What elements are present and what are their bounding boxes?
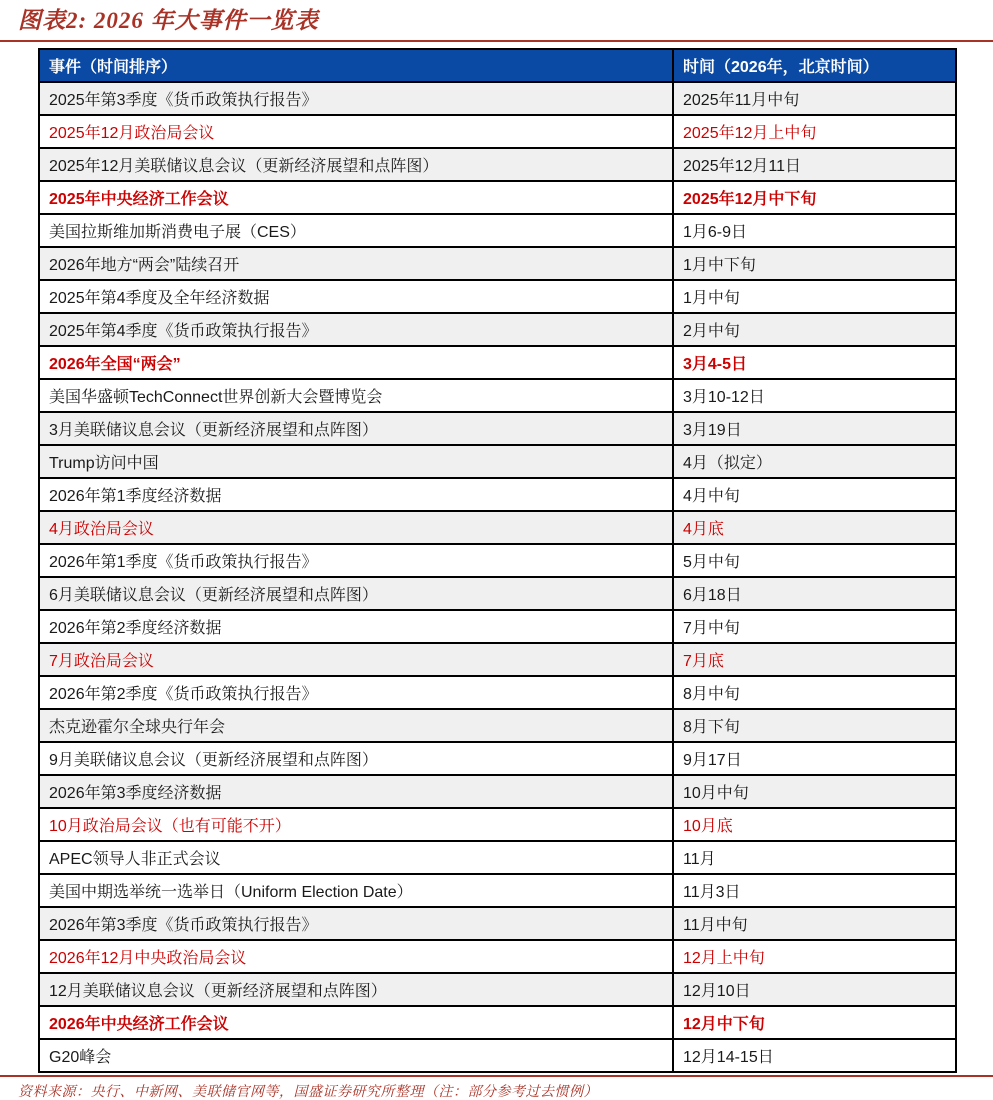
event-cell: 2025年12月政治局会议	[39, 115, 673, 148]
event-cell: 2026年第2季度《货币政策执行报告》	[39, 676, 673, 709]
time-cell: 7月底	[673, 643, 956, 676]
table-row	[39, 280, 956, 313]
time-cell: 8月中旬	[673, 676, 956, 709]
table-row	[39, 808, 956, 841]
event-cell: 6月美联储议息会议（更新经济展望和点阵图）	[39, 577, 673, 610]
event-cell: 2026年地方“两会”陆续召开	[39, 247, 673, 280]
table-row	[39, 214, 956, 247]
event-cell: 2026年第3季度经济数据	[39, 775, 673, 808]
event-cell: 2026年第3季度《货币政策执行报告》	[39, 907, 673, 940]
event-cell: 2026年第1季度经济数据	[39, 478, 673, 511]
time-cell: 12月10日	[673, 973, 956, 1006]
time-cell: 4月底	[673, 511, 956, 544]
table-row	[39, 379, 956, 412]
event-cell: 2025年第4季度及全年经济数据	[39, 280, 673, 313]
table-row	[39, 709, 956, 742]
time-cell: 2025年12月11日	[673, 148, 956, 181]
table-row	[39, 346, 956, 379]
event-cell: 2026年全国“两会”	[39, 346, 673, 379]
time-cell: 8月下旬	[673, 709, 956, 742]
table-row	[39, 610, 956, 643]
table-row	[39, 643, 956, 676]
table-row	[39, 1039, 956, 1072]
event-cell: Trump访问中国	[39, 445, 673, 478]
title-rule	[0, 40, 993, 42]
event-cell: 12月美联储议息会议（更新经济展望和点阵图）	[39, 973, 673, 1006]
time-cell: 10月底	[673, 808, 956, 841]
column-header-event: 事件（时间排序）	[39, 49, 673, 82]
table-row	[39, 874, 956, 907]
table-row	[39, 115, 956, 148]
time-cell: 5月中旬	[673, 544, 956, 577]
event-cell: 7月政治局会议	[39, 643, 673, 676]
source-note: 资料来源：央行、中新网、美联储官网等，国盛证券研究所整理（注：部分参考过去惯例）	[18, 1085, 598, 1100]
time-cell: 1月中下旬	[673, 247, 956, 280]
time-cell: 9月17日	[673, 742, 956, 775]
event-cell: 4月政治局会议	[39, 511, 673, 544]
table-row	[39, 577, 956, 610]
table-row	[39, 544, 956, 577]
event-cell: 9月美联储议息会议（更新经济展望和点阵图）	[39, 742, 673, 775]
table-row	[39, 181, 956, 214]
event-cell: 2026年第2季度经济数据	[39, 610, 673, 643]
event-cell: 2025年第4季度《货币政策执行报告》	[39, 313, 673, 346]
event-cell: 2026年12月中央政治局会议	[39, 940, 673, 973]
events-table-header	[39, 49, 956, 82]
events-table	[38, 48, 957, 1073]
table-row	[39, 82, 956, 115]
event-cell: 美国中期选举统一选举日（Uniform Election Date）	[39, 874, 673, 907]
event-cell: APEC领导人非正式会议	[39, 841, 673, 874]
time-cell: 4月（拟定）	[673, 445, 956, 478]
event-cell: 3月美联储议息会议（更新经济展望和点阵图）	[39, 412, 673, 445]
time-cell: 12月14-15日	[673, 1039, 956, 1072]
time-cell: 11月中旬	[673, 907, 956, 940]
time-cell: 2025年12月中下旬	[673, 181, 956, 214]
event-cell: 2026年第1季度《货币政策执行报告》	[39, 544, 673, 577]
table-row	[39, 313, 956, 346]
header-row	[39, 49, 956, 82]
time-cell: 3月19日	[673, 412, 956, 445]
table-row	[39, 841, 956, 874]
time-cell: 1月中旬	[673, 280, 956, 313]
time-cell: 3月4-5日	[673, 346, 956, 379]
table-row	[39, 973, 956, 1006]
event-cell: 2025年12月美联储议息会议（更新经济展望和点阵图）	[39, 148, 673, 181]
time-cell: 1月6-9日	[673, 214, 956, 247]
event-cell: 杰克逊霍尔全球央行年会	[39, 709, 673, 742]
figure-title: 图表2: 2026 年大事件一览表	[18, 8, 319, 33]
time-cell: 11月3日	[673, 874, 956, 907]
event-cell: 美国华盛顿TechConnect世界创新大会暨博览会	[39, 379, 673, 412]
table-row	[39, 148, 956, 181]
time-cell: 7月中旬	[673, 610, 956, 643]
event-cell: 2025年中央经济工作会议	[39, 181, 673, 214]
time-cell: 2025年11月中旬	[673, 82, 956, 115]
time-cell: 2025年12月上中旬	[673, 115, 956, 148]
time-cell: 12月中下旬	[673, 1006, 956, 1039]
table-row	[39, 412, 956, 445]
table-row	[39, 940, 956, 973]
event-cell: 美国拉斯维加斯消费电子展（CES）	[39, 214, 673, 247]
event-cell: 2026年中央经济工作会议	[39, 1006, 673, 1039]
table-row	[39, 1006, 956, 1039]
table-row	[39, 907, 956, 940]
time-cell: 10月中旬	[673, 775, 956, 808]
time-cell: 2月中旬	[673, 313, 956, 346]
table-row	[39, 247, 956, 280]
table-row	[39, 478, 956, 511]
time-cell: 11月	[673, 841, 956, 874]
time-cell: 12月上中旬	[673, 940, 956, 973]
table-row	[39, 775, 956, 808]
column-header-time: 时间（2026年，北京时间）	[673, 49, 956, 82]
time-cell: 4月中旬	[673, 478, 956, 511]
event-cell: 10月政治局会议（也有可能不开）	[39, 808, 673, 841]
event-cell: G20峰会	[39, 1039, 673, 1072]
table-row	[39, 511, 956, 544]
time-cell: 6月18日	[673, 577, 956, 610]
table-row	[39, 676, 956, 709]
events-table-body	[39, 82, 956, 1072]
event-cell: 2025年第3季度《货币政策执行报告》	[39, 82, 673, 115]
table-row	[39, 445, 956, 478]
time-cell: 3月10-12日	[673, 379, 956, 412]
table-row	[39, 742, 956, 775]
